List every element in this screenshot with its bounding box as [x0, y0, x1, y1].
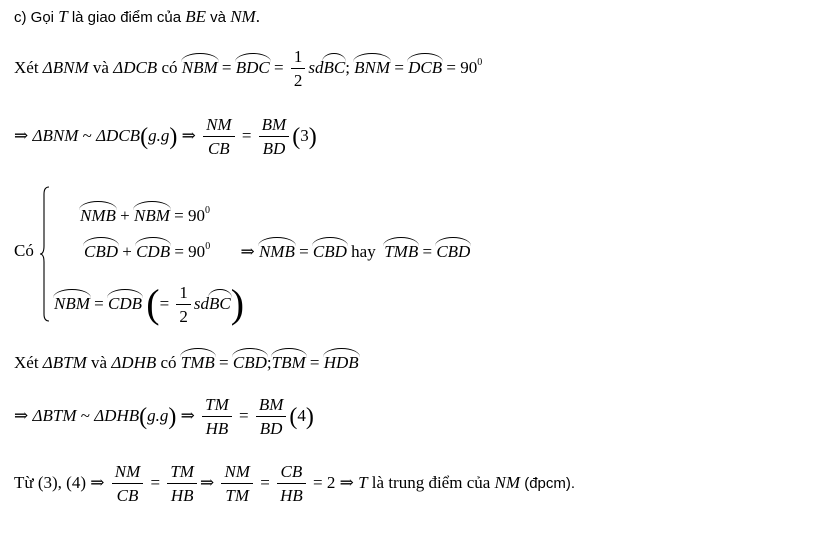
line-3: ⇒ ΔBNM ~ ΔDCB(g.g) ⇒ $\frac{NM}{CB}$ = $\frac{BM}{BD}$ (3): [14, 115, 317, 158]
equals: =: [217, 57, 236, 77]
fraction-bm-bd: $\frac{BM}{BD}$: [259, 115, 290, 159]
text: Xét: [14, 57, 43, 77]
text: sd: [308, 57, 324, 77]
angle-cbd: CBD: [84, 242, 118, 261]
angle-nbm: NBM: [133, 206, 170, 225]
fraction-half: $\frac{1}{2}$: [176, 283, 191, 327]
angle-nmb: NMB: [258, 242, 295, 261]
segment-nm: NM: [494, 472, 521, 492]
angle-bnm: BNM: [354, 57, 391, 77]
angle-tmb: TMB: [384, 242, 419, 261]
var-t: T: [58, 7, 68, 26]
triangle-bnm: ΔBNM: [42, 57, 89, 77]
line-5: Có: [14, 241, 34, 260]
angle-nbm: NBM: [54, 294, 90, 313]
line-5-body: CBD + CDB = $90^0$ ⇒ NMB = CBD hay TMB = CBD: [84, 241, 471, 261]
text: ;: [345, 57, 350, 77]
arc-bc: BC: [323, 57, 346, 77]
triangle-btm: ΔBTM: [32, 405, 77, 425]
triangle-dcb: ΔDCB: [96, 125, 141, 145]
fraction-nm-cb: $\frac{NM}{CB}$: [203, 115, 235, 159]
angle-cbd: CBD: [312, 242, 347, 261]
segment-nm: NM: [230, 7, 256, 26]
text: có: [157, 57, 182, 77]
brace: [40, 186, 50, 322]
text: và: [206, 9, 231, 26]
angle-cbd: CBD: [232, 353, 267, 372]
triangle-dhb: ΔDHB: [94, 405, 140, 425]
fraction-nm-cb: $\frac{NM}{CB}$: [112, 462, 144, 506]
line-2: Xét ΔBNM và ΔDCB có NBM = BDC = $\frac{1}{2}$ sdBC; BNM = DCB = $90^0$: [14, 47, 483, 90]
line-1: [14, 7, 260, 27]
degree: 0: [477, 56, 483, 68]
fraction-half: $\frac{1}{2}$: [291, 47, 306, 91]
triangle-dhb: ΔDHB: [111, 353, 157, 372]
angle-bdc: BDC: [235, 57, 270, 77]
fraction-bm-bd: $\frac{BM}{BD}$: [256, 395, 287, 439]
angle-tmb: TMB: [180, 353, 215, 372]
angle-cdb: CDB: [107, 294, 142, 313]
value: 90: [460, 57, 478, 77]
triangle-dcb: ΔDCB: [113, 57, 158, 77]
fraction-cb-hb: $\frac{CB}{HB}$: [277, 462, 306, 506]
var-t: T: [358, 472, 368, 492]
line-8: ⇒ ΔBTM ~ ΔDHB(g.g) ⇒ $\frac{TM}{HB}$ = $\frac{BM}{BD}$ (4): [14, 395, 314, 438]
angle-dcb: DCB: [408, 57, 443, 77]
text: là giao điểm của: [67, 9, 186, 26]
fraction-tm-hb: $\frac{TM}{HB}$: [202, 395, 232, 439]
text: .: [255, 7, 260, 26]
angle-nmb: NMB: [80, 206, 116, 225]
text: và: [88, 57, 114, 77]
angle-nbm: NBM: [181, 57, 218, 77]
angle-cbd: CBD: [436, 242, 471, 261]
line-4: NMB + NBM = $90^0$: [80, 205, 210, 225]
segment-be: BE: [185, 7, 207, 26]
fraction-tm-hb: $\frac{TM}{HB}$: [167, 462, 197, 506]
triangle-btm: ΔBTM: [42, 353, 87, 372]
fraction-nm-tm: $\frac{NM}{TM}$: [221, 462, 253, 506]
arc-bc: BC: [209, 294, 231, 313]
triangle-bnm: ΔBNM: [32, 125, 79, 145]
text: (đpcm).: [520, 474, 576, 492]
line-7: Xét ΔBTM và ΔDHB có TMB = CBD;TBM = HDB: [14, 353, 359, 372]
line-6: NBM = CDB (= $\frac{1}{2}$ sdBC): [54, 281, 245, 327]
text: c) Gọi: [14, 9, 59, 26]
angle-cdb: CDB: [136, 242, 171, 261]
angle-tbm: TBM: [271, 353, 306, 372]
angle-hdb: HDB: [323, 353, 359, 372]
line-9: Từ (3), (4) ⇒ $\frac{NM}{CB}$ = $\frac{TM}{HB}$ ⇒ $\frac{NM}{TM}$ = $\frac{CB}{HB}$ = 2 ⇒ T là trung điểm của NM (đpcm).: [14, 462, 576, 505]
